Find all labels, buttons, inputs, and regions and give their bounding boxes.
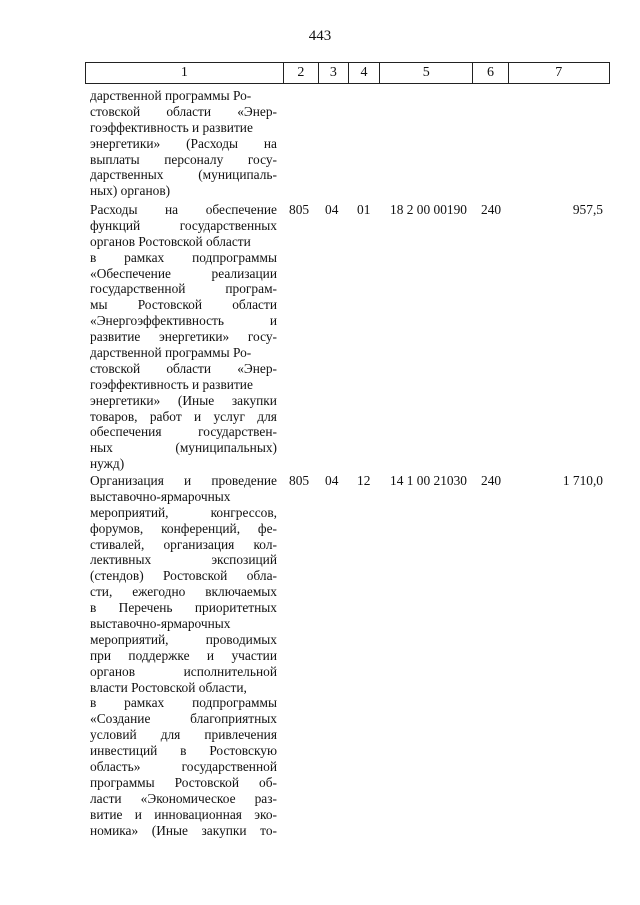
row-description [90, 88, 277, 199]
cell-ministry-code: 805 [289, 202, 310, 217]
description-line: выставочно-ярмарочных [90, 488, 231, 504]
description-line: товаров, работ и услуг для [90, 408, 277, 424]
description-line: власти Ростовской области, [90, 679, 247, 695]
description-line: при поддержке и участии [90, 647, 277, 663]
description-line: гоэффективность и развитие [90, 119, 253, 135]
description-line: программы Ростовской об- [90, 774, 277, 790]
page-number: 443 [308, 28, 332, 44]
description-line: выплаты персоналу госу- [90, 151, 277, 167]
description-line: дарственной программы Ро- [90, 345, 252, 361]
description-line: «Энергоэффективность и [90, 313, 277, 329]
description-line: «Обеспечение реализации [90, 265, 277, 281]
header-col-2: 2 [283, 63, 318, 84]
header-col-3: 3 [318, 63, 348, 84]
description-line: стивалей, организация кол- [90, 536, 277, 552]
description-line: сти, ежегодно включаемых [90, 584, 277, 600]
cell-target-article: 14 1 00 21030 [390, 473, 467, 488]
description-line: условий для привлечения [90, 727, 277, 743]
description-line: область» государственной [90, 759, 277, 775]
description-line: (стендов) Ростовской обла- [90, 568, 277, 584]
cell-amount: 957,5 [572, 202, 603, 217]
description-line: витие и инновационная эко- [90, 806, 277, 822]
description-line: в рамках подпрограммы [90, 695, 277, 711]
cell-ministry-code: 805 [289, 473, 310, 488]
cell-expense-type: 240 [481, 473, 502, 488]
cell-subsection: 12 [357, 473, 371, 488]
cell-section: 04 [325, 473, 339, 488]
description-line: Организация и проведение [90, 473, 277, 488]
description-line: стовской области «Энер- [90, 103, 277, 119]
description-line: номика» (Иные закупки то- [90, 822, 277, 838]
description-line: гоэффективность и развитие [90, 376, 253, 392]
description-line: мероприятий, проводимых [90, 631, 277, 647]
description-line: дарственных (муниципаль- [90, 167, 277, 183]
description-line: ласти «Экономическое раз- [90, 790, 277, 806]
description-line: ных (муниципальных) [90, 440, 277, 456]
header-col-6: 6 [473, 63, 508, 84]
column-number-header [85, 62, 610, 84]
description-line: органов исполнительной [90, 663, 277, 679]
description-line: инвестиций в Ростовскую [90, 743, 277, 759]
description-line: мы Ростовской области [90, 297, 277, 313]
description-line: «Создание благоприятных [90, 711, 277, 727]
description-line: в рамках подпрограммы [90, 249, 277, 265]
description-line: мероприятий, конгрессов, [90, 504, 277, 520]
description-line: функций государственных [90, 217, 277, 233]
header-col-4: 4 [348, 63, 379, 84]
description-line: органов Ростовской области [90, 233, 251, 249]
description-line: лективных экспозиций [90, 552, 277, 568]
description-line: форумов, конференций, фе- [90, 520, 277, 536]
description-line: государственной програм- [90, 281, 277, 297]
cell-subsection: 01 [357, 202, 371, 217]
cell-section: 04 [325, 202, 339, 217]
description-line: нужд) [90, 456, 125, 472]
description-line: стовской области «Энер- [90, 360, 277, 376]
header-col-7: 7 [508, 63, 609, 84]
description-line: энергетики» (Расходы на [90, 135, 277, 151]
row-description [90, 473, 277, 838]
description-line: Расходы на обеспечение [90, 202, 277, 217]
description-line: выставочно-ярмарочных [90, 616, 231, 632]
description-line: развитие энергетики» госу- [90, 329, 277, 345]
header-col-5: 5 [380, 63, 473, 84]
description-line: в Перечень приоритетных [90, 600, 277, 616]
header-col-1: 1 [86, 63, 284, 84]
description-line: дарственной программы Ро- [90, 88, 252, 103]
description-line: обеспечения государствен- [90, 424, 277, 440]
cell-expense-type: 240 [481, 202, 502, 217]
cell-target-article: 18 2 00 00190 [390, 202, 467, 217]
row-description [90, 202, 277, 472]
description-line: ных) органов) [90, 183, 171, 199]
description-line: энергетики» (Иные закупки [90, 392, 277, 408]
cell-amount: 1 710,0 [562, 473, 603, 488]
